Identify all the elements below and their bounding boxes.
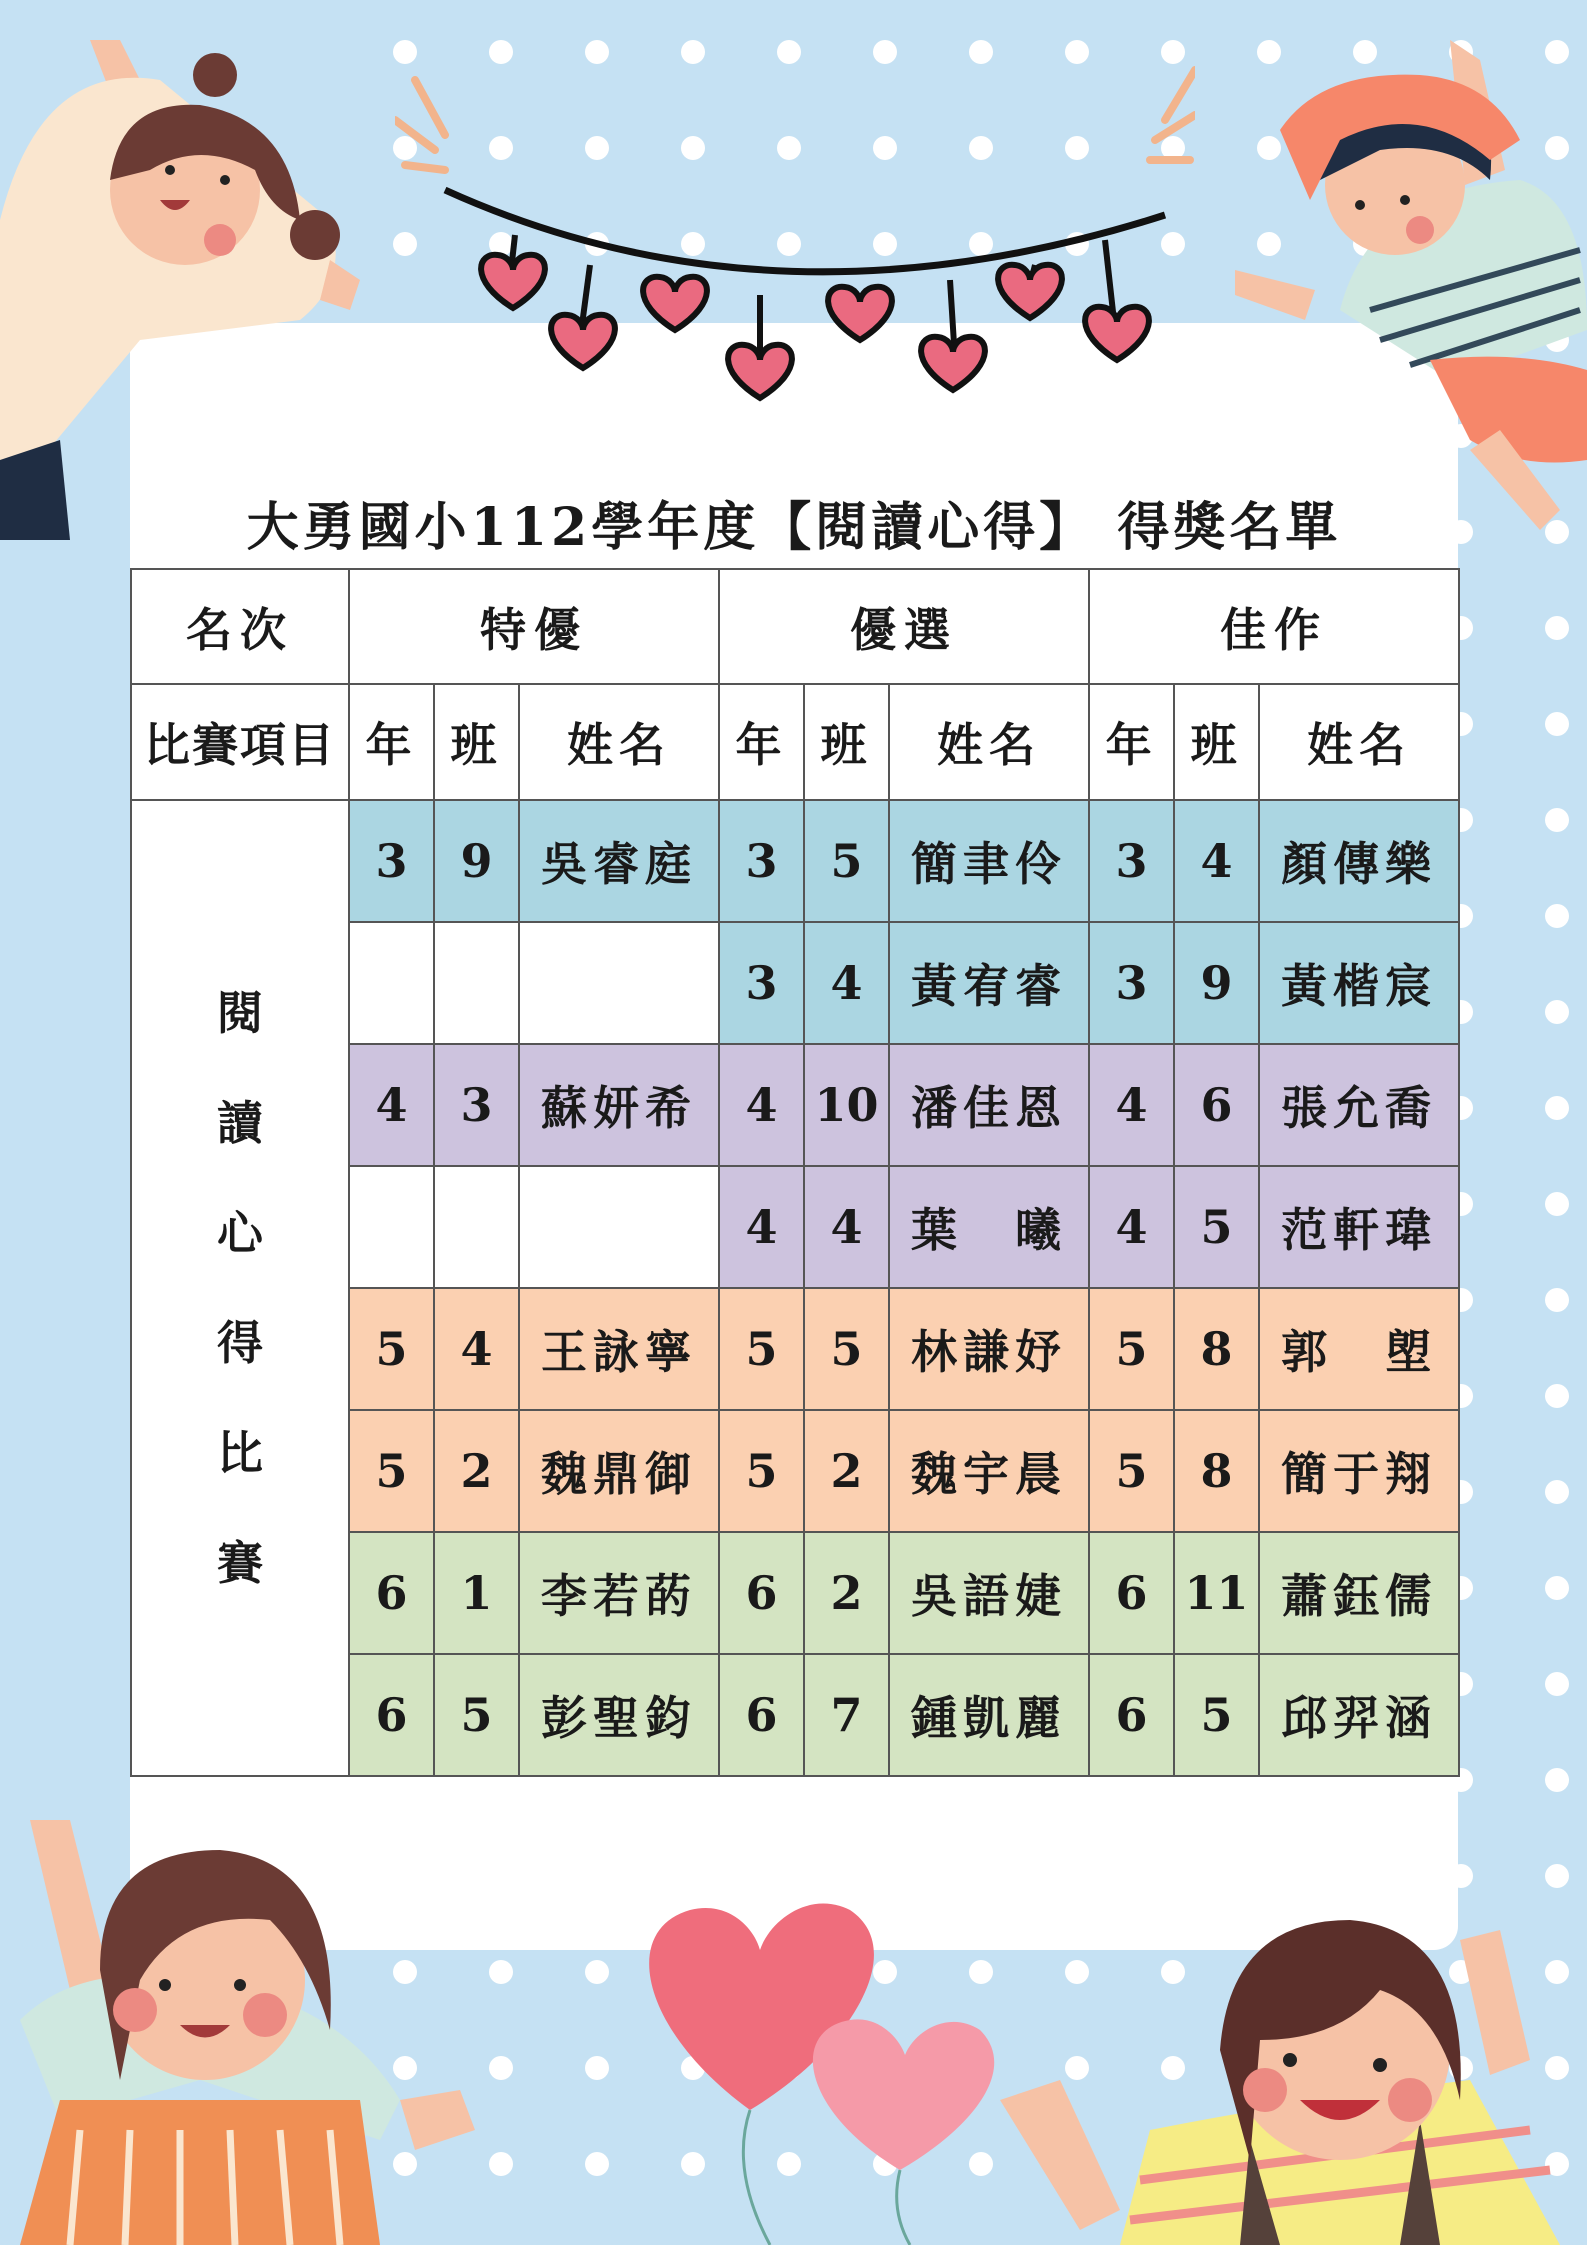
heart-icon	[551, 315, 615, 368]
student-class	[434, 1166, 519, 1288]
student-name: 郭 塱	[1259, 1288, 1459, 1410]
student-name: 吳睿庭	[519, 800, 719, 922]
student-name: 張允喬	[1259, 1044, 1459, 1166]
student-class: 5	[804, 800, 889, 922]
category-label: 閱讀心得比賽	[217, 986, 263, 1590]
student-grade: 5	[1089, 1410, 1174, 1532]
student-name	[519, 922, 719, 1044]
heart-icon	[481, 255, 545, 308]
student-class: 9	[1174, 922, 1259, 1044]
student-grade: 6	[719, 1532, 804, 1654]
student-grade: 5	[1089, 1288, 1174, 1410]
student-class: 4	[804, 922, 889, 1044]
student-class: 7	[804, 1654, 889, 1776]
student-name: 簡聿伶	[889, 800, 1089, 922]
student-class: 6	[1174, 1044, 1259, 1166]
col-class: 班	[434, 684, 519, 800]
col-name: 姓名	[1259, 684, 1459, 800]
student-grade: 4	[1089, 1166, 1174, 1288]
student-class: 2	[434, 1410, 519, 1532]
student-name: 吳語婕	[889, 1532, 1089, 1654]
child-bottom-left-illustration	[0, 1800, 490, 2245]
header-row-columns	[131, 684, 1459, 800]
student-grade: 4	[349, 1044, 434, 1166]
award-table	[130, 568, 1460, 1777]
student-grade: 6	[349, 1654, 434, 1776]
heart-icon	[1085, 307, 1149, 360]
student-name: 彭聖鈞	[519, 1654, 719, 1776]
heart-icon	[728, 345, 792, 398]
category-cell	[131, 800, 349, 1776]
student-class: 5	[1174, 1654, 1259, 1776]
student-class: 10	[804, 1044, 889, 1166]
student-name: 潘佳恩	[889, 1044, 1089, 1166]
heart-icon	[921, 337, 985, 390]
heart-icon	[643, 277, 707, 330]
student-grade: 5	[349, 1288, 434, 1410]
student-name: 魏鼎御	[519, 1410, 719, 1532]
student-grade: 5	[719, 1288, 804, 1410]
student-class: 5	[434, 1654, 519, 1776]
student-class: 5	[804, 1288, 889, 1410]
student-class: 4	[804, 1166, 889, 1288]
student-name: 鍾凱麗	[889, 1654, 1089, 1776]
student-class: 8	[1174, 1288, 1259, 1410]
student-name: 李若菂	[519, 1532, 719, 1654]
student-grade	[349, 1166, 434, 1288]
student-name: 蕭鈺儒	[1259, 1532, 1459, 1654]
heart-garland-decoration	[395, 40, 1195, 430]
group-excellent: 優選	[719, 569, 1089, 684]
table-row	[131, 800, 1459, 922]
header-row-ranks	[131, 569, 1459, 684]
child-top-left-illustration	[0, 20, 400, 540]
student-class: 4	[434, 1288, 519, 1410]
student-grade: 4	[719, 1166, 804, 1288]
col-class: 班	[804, 684, 889, 800]
student-class: 5	[1174, 1166, 1259, 1288]
student-name: 葉 曦	[889, 1166, 1089, 1288]
student-name: 魏宇晨	[889, 1410, 1089, 1532]
student-name	[519, 1166, 719, 1288]
student-grade: 3	[349, 800, 434, 922]
student-grade	[349, 922, 434, 1044]
student-grade: 6	[1089, 1532, 1174, 1654]
col-grade: 年	[1089, 684, 1174, 800]
child-bottom-right-illustration	[1000, 1900, 1587, 2245]
student-name: 邱羿涵	[1259, 1654, 1459, 1776]
student-grade: 3	[719, 922, 804, 1044]
student-name: 顏傳樂	[1259, 800, 1459, 922]
student-class: 3	[434, 1044, 519, 1166]
child-top-right-illustration	[1220, 30, 1587, 540]
heart-icon	[998, 265, 1062, 318]
col-name: 姓名	[889, 684, 1089, 800]
item-label: 比賽項目	[131, 684, 349, 800]
student-grade: 6	[719, 1654, 804, 1776]
student-class: 11	[1174, 1532, 1259, 1654]
group-top-prize: 特優	[349, 569, 719, 684]
student-grade: 3	[719, 800, 804, 922]
student-class: 8	[1174, 1410, 1259, 1532]
heart-balloons-illustration	[600, 1870, 1020, 2245]
col-grade: 年	[349, 684, 434, 800]
heart-icon	[828, 287, 892, 340]
student-grade: 6	[1089, 1654, 1174, 1776]
student-grade: 5	[719, 1410, 804, 1532]
student-grade: 3	[1089, 922, 1174, 1044]
student-name: 王詠寧	[519, 1288, 719, 1410]
student-class: 2	[804, 1410, 889, 1532]
student-class	[434, 922, 519, 1044]
col-grade: 年	[719, 684, 804, 800]
col-name: 姓名	[519, 684, 719, 800]
student-class: 9	[434, 800, 519, 922]
rank-label: 名次	[131, 569, 349, 684]
student-name: 林謙妤	[889, 1288, 1089, 1410]
student-grade: 5	[349, 1410, 434, 1532]
student-name: 黃宥睿	[889, 922, 1089, 1044]
student-grade: 6	[349, 1532, 434, 1654]
group-honorable: 佳作	[1089, 569, 1459, 684]
page-title: 大勇國小112學年度【閱讀心得】 得獎名單	[246, 497, 1342, 558]
student-name: 蘇妍希	[519, 1044, 719, 1166]
student-name: 簡于翔	[1259, 1410, 1459, 1532]
student-name: 黃楷宸	[1259, 922, 1459, 1044]
student-name: 范軒瑋	[1259, 1166, 1459, 1288]
student-grade: 4	[1089, 1044, 1174, 1166]
student-grade: 4	[719, 1044, 804, 1166]
student-grade: 3	[1089, 800, 1174, 922]
student-class: 4	[1174, 800, 1259, 922]
col-class: 班	[1174, 684, 1259, 800]
student-class: 2	[804, 1532, 889, 1654]
student-class: 1	[434, 1532, 519, 1654]
